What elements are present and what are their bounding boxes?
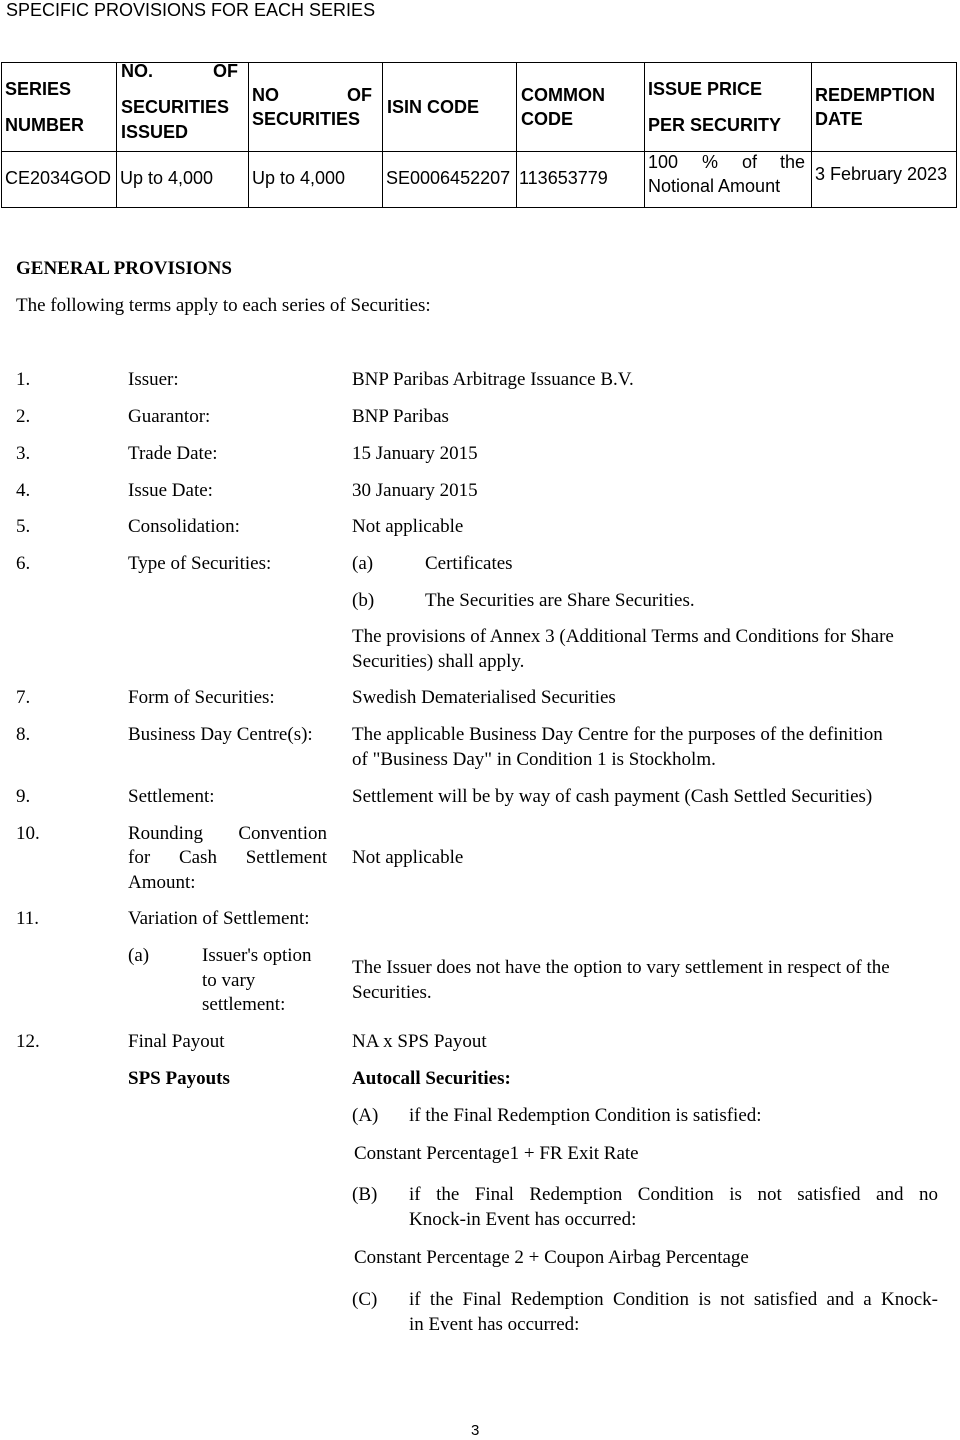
general-provisions-intro: The following terms apply to each series of Securities: [16,295,431,316]
item-number: 2. [16,406,31,427]
sub-text: Certificates [425,553,513,574]
item-number: 10. [16,823,40,844]
page-header-title: SPECIFIC PROVISIONS FOR EACH SERIES [6,0,376,20]
item-label-line1: Rounding Convention [128,823,327,844]
item-label-line2: for Cash Settlement [128,847,327,868]
cell-series-number: CE2034GOD [2,152,117,208]
item-value: Not applicable [352,516,464,537]
condition-c-text-line2: in Event has occurred: [409,1314,580,1335]
item-label: Variation of Settlement: [128,908,310,929]
sub-marker: (b) [352,590,375,611]
item-number: 5. [16,516,31,537]
item-label-line3: Amount: [128,872,196,893]
cell-redemption-date: 3 February 2023 [812,152,957,208]
item-value: Settlement will be by way of cash payment (Cash Settled Securities) [352,786,873,807]
sub-label-line2: to vary [202,970,256,991]
series-table [1,62,957,208]
item-value: Not applicable [352,847,464,868]
autocall-heading: Autocall Securities: [352,1068,511,1089]
general-provisions-heading: GENERAL PROVISIONS [16,258,232,279]
item-label: Guarantor: [128,406,211,427]
item-number: 1. [16,369,31,390]
item-value: Swedish Dematerialised Securities [352,687,616,708]
item-number: 4. [16,480,31,501]
cell-common-code: 113653779 [517,152,645,208]
item-label: Form of Securities: [128,687,275,708]
sps-payouts-label: SPS Payouts [128,1068,230,1089]
series-table-row [2,152,957,208]
sub-label-line1: Issuer's option [202,945,312,966]
item-label: Issuer: [128,369,179,390]
cell-no-issued: Up to 4,000 [117,152,249,208]
item-value-line1: The applicable Business Day Centre for the purposes of the definition [352,724,883,745]
sub-marker: (a) [352,553,374,574]
condition-a-marker: (A) [352,1105,379,1126]
header-issue-price: ISSUE PRICE PER SECURITY [645,63,812,152]
cell-isin: SE0006452207 [383,152,517,208]
item-number: 6. [16,553,31,574]
item-label: Trade Date: [128,443,218,464]
condition-b-text-line2: Knock-in Event has occurred: [409,1209,637,1230]
item-value: 30 January 2015 [352,480,478,501]
header-series-number: SERIES NUMBER [2,63,117,152]
series-table-header-row [2,63,957,152]
condition-b-marker: (B) [352,1184,378,1205]
item-value-line2: of "Business Day" in Condition 1 is Stockholm. [352,749,716,770]
condition-b-text-line1: if the Final Redemption Condition is not satisfied and no [409,1184,938,1205]
item-label: Consolidation: [128,516,240,537]
annex-text-line2: Securities) shall apply. [352,651,525,672]
item-label: Business Day Centre(s): [128,724,313,745]
item-label: Settlement: [128,786,215,807]
item-label: Final Payout [128,1031,225,1052]
item-label: Type of Securities: [128,553,272,574]
header-redemption-date: REDEMPTION DATE [812,63,957,152]
item-number: 9. [16,786,31,807]
item-label: Issue Date: [128,480,213,501]
sub-marker: (a) [128,945,150,966]
header-no-securities: NO OF SECURITIES [249,63,383,152]
sub-label-line3: settlement: [202,994,286,1015]
page-number: 3 [471,1422,480,1439]
formula-a: Constant Percentage1 + FR Exit Rate [354,1143,639,1164]
formula-b: Constant Percentage 2 + Coupon Airbag Percentage [354,1247,749,1268]
condition-c-marker: (C) [352,1289,378,1310]
item-number: 11. [16,908,40,929]
item-number: 8. [16,724,31,745]
item-number: 12. [16,1031,40,1052]
cell-no-securities: Up to 4,000 [249,152,383,208]
item-number: 7. [16,687,31,708]
sub-text: The Securities are Share Securities. [425,590,695,611]
item-value: 15 January 2015 [352,443,478,464]
condition-a-text: if the Final Redemption Condition is satisfied: [409,1105,762,1126]
header-no-issued: NO. OF SECURITIES ISSUED [117,63,249,152]
condition-c-text-line1: if the Final Redemption Condition is not satisfied and a Knock- [409,1289,938,1310]
header-isin-code: ISIN CODE [383,63,517,152]
item-value: BNP Paribas [352,406,449,427]
annex-text-line1: The provisions of Annex 3 (Additional Terms and Conditions for Share [352,626,894,647]
item-value-line1: The Issuer does not have the option to vary settlement in respect of the [352,957,890,978]
header-common-code: COMMON CODE [517,63,645,152]
cell-issue-price: 100 % of the Notional Amount [645,152,812,208]
item-value-line2: Securities. [352,982,432,1003]
item-number: 3. [16,443,31,464]
item-value: BNP Paribas Arbitrage Issuance B.V. [352,369,634,390]
item-value: NA x SPS Payout [352,1031,487,1052]
